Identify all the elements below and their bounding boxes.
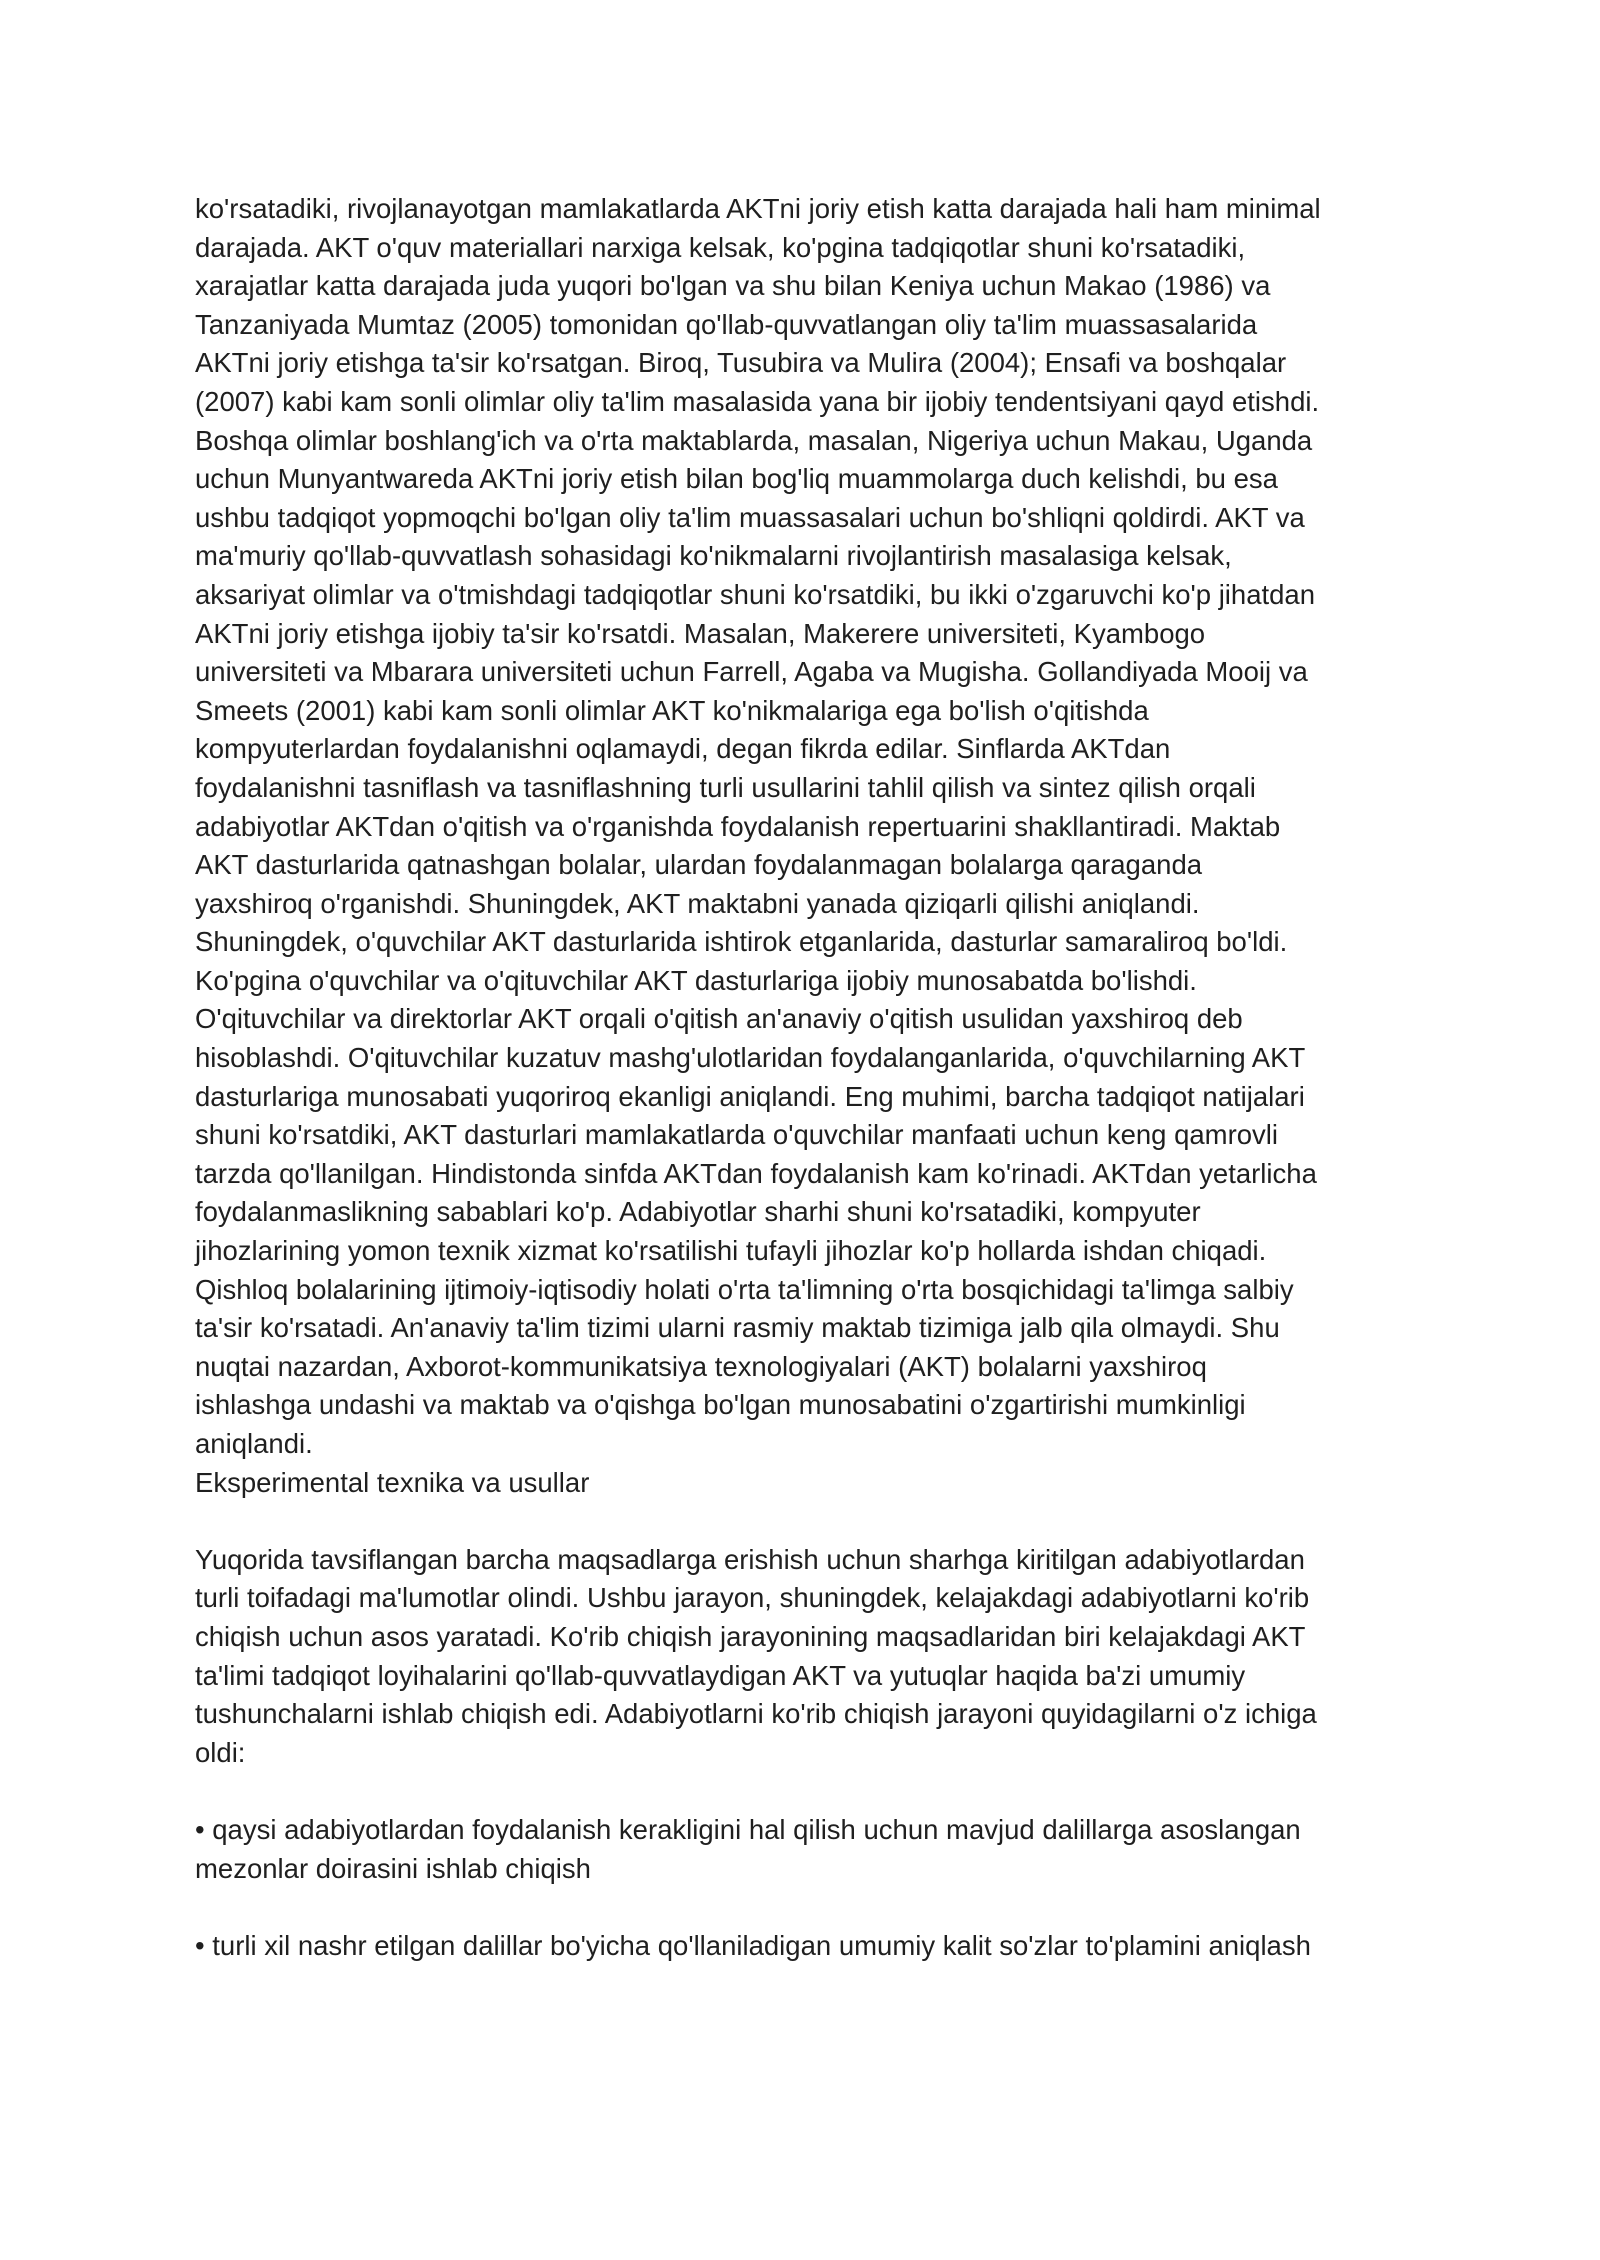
text-line: adabiyotlar AKTdan o'qitish va o'rganishda foydalanish repertuarini shakllantiradi. Maktab xyxy=(195,810,1281,842)
text-line: foydalanishni tasniflash va tasniflashning turli usullarini tahlil qilish va sintez qilish orqali xyxy=(195,771,1256,803)
text-line: foydalanmaslikning sabablari ko'p. Adabiyotlar sharhi shuni ko'rsatadiki, kompyuter xyxy=(195,1196,1201,1228)
text-line: xarajatlar katta darajada juda yuqori bo'lgan va shu bilan Keniya uchun Makao (1986) va xyxy=(195,270,1271,302)
bullet-item-2 xyxy=(195,1927,1420,1966)
text-line: nuqtai nazardan, Axborot-kommunikatsiya texnologiyalari (AKT) bolalarni yaxshiroq xyxy=(195,1350,1207,1382)
text-line: tushunchalarni ishlab chiqish edi. Adabiyotlarni ko'rib chiqish jarayoni quyidagilarni o'z ichiga xyxy=(195,1698,1317,1730)
text-line: O'qituvchilar va direktorlar AKT orqali o'qitish an'anaviy o'qitish usulidan yaxshiroq deb xyxy=(195,1003,1243,1035)
section-heading: Eksperimental texnika va usullar xyxy=(195,1466,590,1498)
text-line: hisoblashdi. O'qituvchilar kuzatuv mashg'ulotlaridan foydalanganlarida, o'quvchilarning AKT xyxy=(195,1042,1306,1074)
text-line: ishlashga undashi va maktab va o'qishga bo'lgan munosabatini o'zgartirishi mumkinligi xyxy=(195,1389,1246,1421)
text-line: Tanzaniyada Mumtaz (2005) tomonidan qo'llab-quvvatlangan oliy ta'lim muassasalarida xyxy=(195,308,1258,340)
body-paragraph-2 xyxy=(195,1541,1420,1773)
text-line: yaxshiroq o'rganishdi. Shuningdek, AKT maktabni yanada qiziqarli qilishi aniqlandi. xyxy=(195,887,1200,919)
text-line: Qishloq bolalarining ijtimoiy-iqtisodiy holati o'rta ta'limning o'rta bosqichidagi ta'limga salbiy xyxy=(195,1273,1294,1305)
text-line: ta'limi tadqiqot loyihalarini qo'llab-quvvatlaydigan AKT va yutuqlar haqida ba'zi umumiy xyxy=(195,1659,1246,1691)
bullet-item-1 xyxy=(195,1811,1420,1888)
text-line: ko'rsatadiki, rivojlanayotgan mamlakatlarda AKTni joriy etish katta darajada hali ham minimal xyxy=(195,193,1321,224)
text-line: oldi: xyxy=(195,1736,246,1768)
text-line: mezonlar doirasini ishlab chiqish xyxy=(195,1852,591,1884)
paragraph-spacer xyxy=(195,1772,1420,1811)
paragraph-spacer xyxy=(195,1502,1420,1541)
text-line: Boshqa olimlar boshlang'ich va o'rta maktablarda, masalan, Nigeriya uchun Makau, Uganda xyxy=(195,424,1313,456)
text-line: AKT dasturlarida qatnashgan bolalar, ulardan foydalanmagan bolalarga qaraganda xyxy=(195,849,1203,881)
text-line: AKTni joriy etishga ijobiy ta'sir ko'rsatdi. Masalan, Makerere universiteti, Kyambogo xyxy=(195,617,1206,649)
body-paragraph-1 xyxy=(195,190,1420,1464)
text-line: ta'sir ko'rsatadi. An'anaviy ta'lim tizimi ularni rasmiy maktab tizimiga jalb qila olmaydi. Shu xyxy=(195,1312,1280,1344)
text-line: shuni ko'rsatdiki, AKT dasturlari mamlakatlarda o'quvchilar manfaati uchun keng qamrovli xyxy=(195,1119,1279,1151)
text-line: kompyuterlardan foydalanishni oqlamaydi, degan fikrda edilar. Sinflarda AKTdan xyxy=(195,733,1171,765)
text-line: uchun Munyantwareda AKTni joriy etish bilan bog'liq muammolarga duch kelishdi, bu esa xyxy=(195,463,1278,495)
text-line: darajada. AKT o'quv materiallari narxiga kelsak, ko'pgina tadqiqotlar shuni ko'rsatadiki, xyxy=(195,231,1246,263)
text-line: AKTni joriy etishga ta'sir ko'rsatgan. Biroq, Tusubira va Mulira (2004); Ensafi va boshqalar xyxy=(195,347,1287,379)
text-line: ma'muriy qo'llab-quvvatlash sohasidagi ko'nikmalarni rivojlantirish masalasiga kelsak, xyxy=(195,540,1232,572)
text-line: chiqish uchun asos yaratadi. Ko'rib chiqish jarayonining maqsadlaridan biri kelajakdagi AKT xyxy=(195,1620,1306,1652)
paragraph-spacer xyxy=(195,1888,1420,1927)
text-line: Smeets (2001) kabi kam sonli olimlar AKT ko'nikmalariga ega bo'lish o'qitishda xyxy=(195,694,1149,726)
text-line: Shuningdek, o'quvchilar AKT dasturlarida ishtirok etganlarida, dasturlar samaraliroq bo'ldi. xyxy=(195,926,1288,958)
text-line: Yuqorida tavsiflangan barcha maqsadlarga erishish uchun sharhga kiritilgan adabiyotlardan xyxy=(195,1543,1305,1575)
text-line: Ko'pgina o'quvchilar va o'qituvchilar AKT dasturlariga ijobiy munosabatda bo'lishdi. xyxy=(195,964,1197,996)
text-line: ushbu tadqiqot yopmoqchi bo'lgan oliy ta'lim muassasalari uchun bo'shliqni qoldirdi. AKT va xyxy=(195,501,1305,533)
text-line: jihozlarining yomon texnik xizmat ko'rsatilishi tufayli jihozlar ko'p hollarda ishdan chiqadi. xyxy=(195,1235,1267,1267)
text-line: • qaysi adabiyotlardan foydalanish kerakligini hal qilish uchun mavjud dalillarga asoslangan xyxy=(195,1813,1301,1845)
text-line: aksariyat olimlar va o'tmishdagi tadqiqotlar shuni ko'rsatdiki, bu ikki o'zgaruvchi ko'p jihatdan xyxy=(195,578,1316,610)
page-content xyxy=(195,190,1420,1965)
text-line: aniqlandi. xyxy=(195,1428,313,1459)
text-line: turli toifadagi ma'lumotlar olindi. Ushbu jarayon, shuningdek, kelajakdagi adabiyotlarni ko'rib xyxy=(195,1582,1310,1614)
text-line: dasturlariga munosabati yuqoriroq ekanligi aniqlandi. Eng muhimi, barcha tadqiqot natijalari xyxy=(195,1080,1305,1112)
text-line: universiteti va Mbarara universiteti uchun Farrell, Agaba va Mugisha. Gollandiyada Mooij va xyxy=(195,656,1308,688)
text-line: • turli xil nashr etilgan dalillar bo'yicha qo'llaniladigan umumiy kalit so'zlar to'plamini aniqlash xyxy=(195,1929,1311,1961)
text-line: (2007) kabi kam sonli olimlar oliy ta'lim masalasida yana bir ijobiy tendentsiyani qayd etishdi. xyxy=(195,385,1320,417)
text-line: tarzda qo'llanilgan. Hindistonda sinfda AKTdan foydalanish kam ko'rinadi. AKTdan yetarlicha xyxy=(195,1157,1317,1189)
